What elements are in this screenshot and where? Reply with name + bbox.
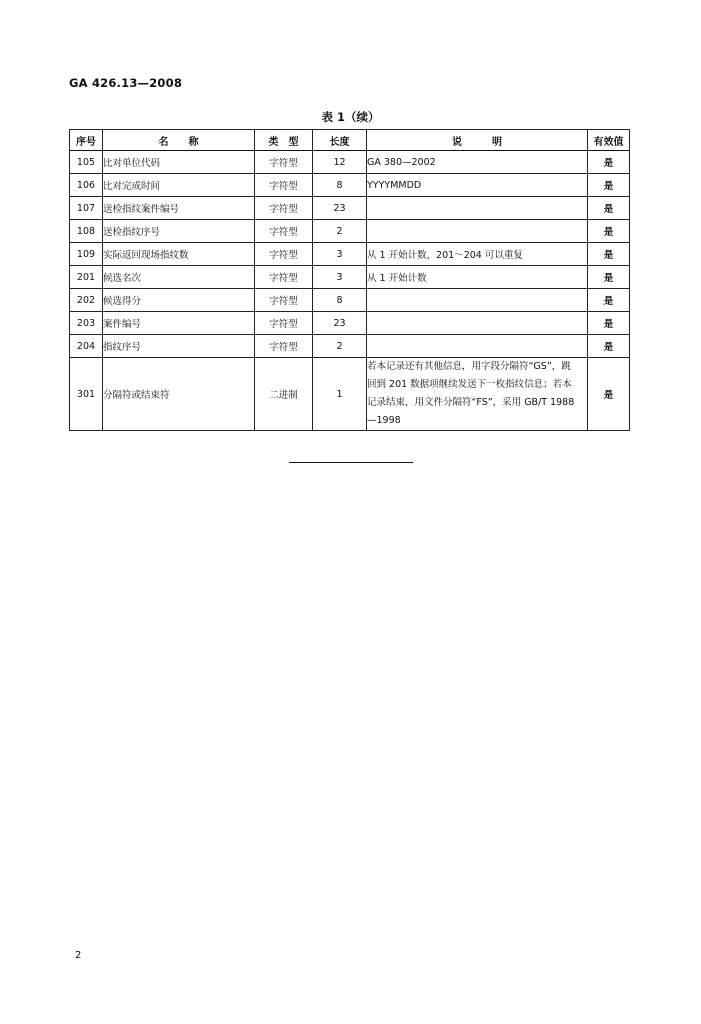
cell-name: 候选名次 (103, 266, 255, 289)
data-item-table (69, 129, 630, 431)
cell-type: 字符型 (255, 220, 313, 243)
table-row (70, 174, 630, 197)
table-row (70, 151, 630, 174)
cell-type: 字符型 (255, 335, 313, 358)
cell-description (367, 335, 588, 358)
column-header-name: 名 称 (103, 130, 255, 151)
cell-no: 203 (70, 312, 103, 335)
cell-length: 8 (313, 174, 367, 197)
cell-type: 字符型 (255, 289, 313, 312)
table-row (70, 266, 630, 289)
column-header-no: 序号 (70, 130, 103, 151)
cell-description (367, 220, 588, 243)
cell-description (367, 312, 588, 335)
cell-name: 比对完成时间 (103, 174, 255, 197)
table-row (70, 358, 630, 431)
cell-type: 字符型 (255, 151, 313, 174)
cell-valid: 是 (588, 289, 630, 312)
cell-name: 分隔符或结束符 (103, 358, 255, 431)
cell-type: 字符型 (255, 266, 313, 289)
cell-no: 105 (70, 151, 103, 174)
cell-valid: 是 (588, 197, 630, 220)
cell-length: 1 (313, 358, 367, 431)
table-row (70, 312, 630, 335)
column-header-description: 说 明 (367, 130, 588, 151)
cell-name: 指纹序号 (103, 335, 255, 358)
cell-no: 109 (70, 243, 103, 266)
cell-no: 202 (70, 289, 103, 312)
column-header-type: 类 型 (255, 130, 313, 151)
table-row (70, 220, 630, 243)
cell-no: 201 (70, 266, 103, 289)
cell-type: 字符型 (255, 197, 313, 220)
cell-valid: 是 (588, 243, 630, 266)
table-title: 表 1（续） (321, 110, 380, 124)
cell-name: 案件编号 (103, 312, 255, 335)
cell-valid: 是 (588, 220, 630, 243)
cell-name: 比对单位代码 (103, 151, 255, 174)
cell-description: YYYYMMDD (367, 174, 588, 197)
cell-type: 二进制 (255, 358, 313, 431)
cell-length: 2 (313, 220, 367, 243)
cell-no: 204 (70, 335, 103, 358)
cell-valid: 是 (588, 266, 630, 289)
cell-no: 108 (70, 220, 103, 243)
cell-description (367, 197, 588, 220)
cell-description (367, 358, 588, 431)
table-row (70, 197, 630, 220)
cell-length: 23 (313, 197, 367, 220)
cell-length: 8 (313, 289, 367, 312)
column-header-length: 长度 (313, 130, 367, 151)
table-row (70, 289, 630, 312)
cell-name: 候选得分 (103, 289, 255, 312)
cell-description: GA 380—2002 (367, 151, 588, 174)
cell-valid: 是 (588, 312, 630, 335)
cell-valid: 是 (588, 174, 630, 197)
end-of-table-rule (289, 462, 413, 463)
table-header-row (70, 130, 630, 151)
cell-description: 从 1 开始计数 (367, 266, 588, 289)
cell-length: 3 (313, 243, 367, 266)
cell-name: 实际返回现场指纹数 (103, 243, 255, 266)
standard-number: GA 426.13—2008 (69, 76, 183, 90)
cell-no: 301 (70, 358, 103, 431)
table-row (70, 335, 630, 358)
cell-valid: 是 (588, 335, 630, 358)
cell-description: 从 1 开始计数，201～204 可以重复 (367, 243, 588, 266)
column-header-valid: 有效值 (588, 130, 630, 151)
cell-valid: 是 (588, 151, 630, 174)
cell-length: 23 (313, 312, 367, 335)
cell-name: 送检指纹案件编号 (103, 197, 255, 220)
cell-type: 字符型 (255, 243, 313, 266)
page-number: 2 (75, 950, 82, 961)
cell-length: 2 (313, 335, 367, 358)
cell-no: 106 (70, 174, 103, 197)
table-row (70, 243, 630, 266)
cell-length: 12 (313, 151, 367, 174)
cell-length: 3 (313, 266, 367, 289)
cell-description (367, 289, 588, 312)
cell-name: 送检指纹序号 (103, 220, 255, 243)
cell-type: 字符型 (255, 312, 313, 335)
cell-type: 字符型 (255, 174, 313, 197)
cell-no: 107 (70, 197, 103, 220)
description-paragraph: 若本记录还有其他信息，用字段分隔符“GS”，跳回到 201 数据项继续发送下一枚指纹信息；若本记录结束，用文件分隔符“FS”，采用 GB/T 1988—1998 (367, 361, 575, 426)
cell-valid: 是 (588, 358, 630, 431)
